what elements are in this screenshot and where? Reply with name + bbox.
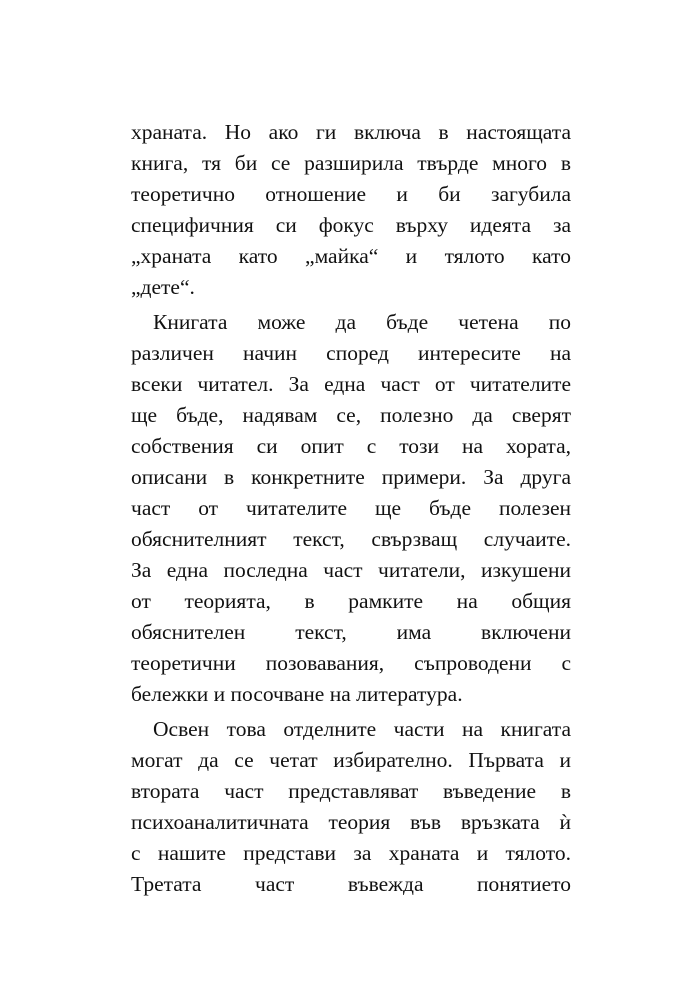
text-line: могат да се четат избирателно. Първата и: [131, 748, 571, 772]
text-line: Третата част въвежда понятието: [131, 872, 571, 896]
text-line: обяснителен текст, има включени: [131, 620, 571, 644]
text-line: от теорията, в рамките на общия: [131, 589, 571, 613]
text-line: част от читателите ще бъде полезен: [131, 496, 571, 520]
text-line: Освен това отделните части на книгата: [153, 717, 571, 741]
text-line: специфичния си фокус върху идеята за: [131, 213, 571, 237]
text-line: бележки и посочване на литература.: [131, 682, 463, 706]
text-line: собствения си опит с този на хората,: [131, 434, 571, 458]
text-line: „дете“.: [131, 275, 195, 299]
text-line: „храната като „майка“ и тялото като: [131, 244, 571, 268]
text-line: с нашите представи за храната и тялото.: [131, 841, 571, 865]
text-line: ще бъде, надявам се, полезно да сверят: [131, 403, 571, 427]
text-line: описани в конкретните примери. За друга: [131, 465, 571, 489]
text-line: обяснителният текст, свързващ случаите.: [131, 527, 571, 551]
text-line: теоретични позовавания, съпроводени с: [131, 651, 571, 675]
paragraph-2: [131, 307, 571, 710]
text-line: теоретично отношение и би загубила: [131, 182, 571, 206]
text-line: втората част представляват въведение в: [131, 779, 571, 803]
paragraph-1: [131, 117, 571, 303]
paragraph-3: [131, 714, 571, 900]
body-text: [131, 117, 571, 900]
text-line: психоаналитичната теория във връзката ѝ: [131, 810, 571, 834]
text-line: За една последна част читатели, изкушени: [131, 558, 571, 582]
text-line: Книгата може да бъде четена по: [153, 310, 571, 334]
text-line: различен начин според интересите на: [131, 341, 571, 365]
text-line: храната. Но ако ги включа в настоящата: [131, 120, 571, 144]
text-line: всеки читател. За една част от читателите: [131, 372, 571, 396]
text-line: книга, тя би се разширила твърде много в: [131, 151, 571, 175]
